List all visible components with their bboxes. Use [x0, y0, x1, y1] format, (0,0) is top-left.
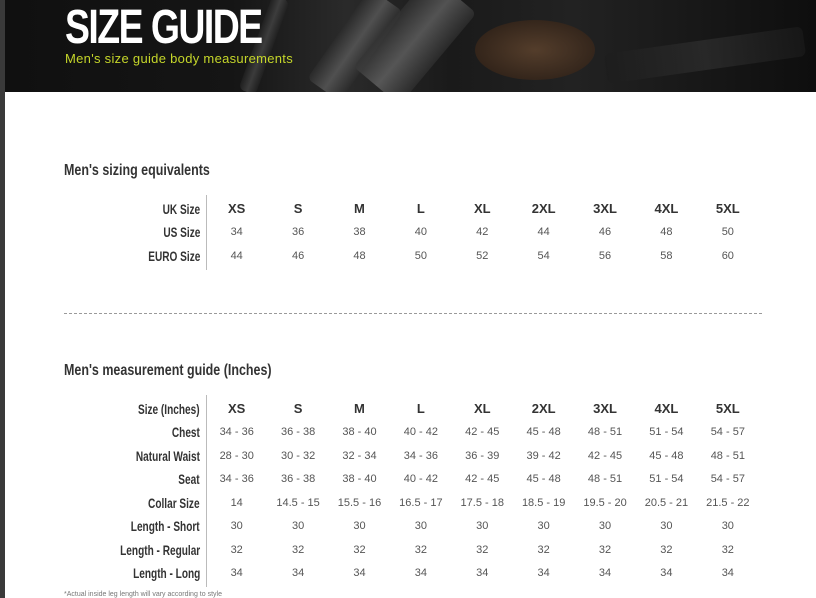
sizing-equivalents-table	[60, 197, 759, 268]
table-cell: 34	[230, 567, 243, 580]
size-header-cell: 4XL	[654, 401, 679, 417]
table-cell: 50	[414, 249, 427, 262]
table-cell: 42 - 45	[465, 426, 500, 439]
row-label	[60, 244, 206, 268]
table-cell: 32	[291, 543, 305, 556]
measurement-guide-table	[60, 397, 759, 585]
row-label	[60, 538, 206, 562]
table-cell: 38 - 40	[342, 426, 377, 439]
table-cell: 34	[721, 567, 734, 580]
size-header-cell: 5XL	[715, 201, 740, 217]
row-label	[60, 562, 206, 586]
row-label	[60, 491, 206, 515]
row-label-text: EURO Size	[147, 247, 200, 264]
table-cell: 40 - 42	[403, 473, 438, 486]
table-cell: 20.5 - 21	[644, 496, 689, 509]
table-cell: 50	[721, 226, 734, 239]
row-label	[60, 221, 206, 245]
header-banner	[5, 0, 816, 92]
table-cell: 32	[353, 543, 366, 556]
table-cell: 45 - 48	[649, 449, 684, 462]
row-label-text: Chest	[171, 424, 200, 441]
row-label-text: Length - Short	[131, 518, 200, 535]
row-label-text: US Size	[163, 224, 200, 241]
table-cell: 54	[537, 249, 550, 262]
row-label-text: UK Size	[162, 200, 200, 217]
table-cell: 30	[353, 520, 366, 533]
table-cell: 32	[230, 543, 243, 556]
page-subtitle: Men's size guide body measurements	[65, 51, 294, 66]
table-cell: 51 - 54	[649, 426, 684, 439]
table-cell: 36	[291, 226, 305, 239]
table-cell: 42	[476, 226, 489, 239]
row-label-text: Collar Size	[148, 494, 200, 511]
table-divider-line	[206, 195, 207, 270]
table-cell: 34	[414, 567, 427, 580]
table-row	[60, 421, 759, 445]
table-cell: 48 - 51	[587, 473, 623, 486]
table-cell: 45 - 48	[526, 473, 561, 486]
measurements-title: Men's measurement guide (Inches)	[64, 362, 272, 379]
banner-decoration	[475, 20, 595, 80]
size-header-cell: S	[293, 401, 303, 417]
table-row	[60, 538, 759, 562]
table-cell: 48 - 51	[710, 449, 745, 462]
table-cell: 16.5 - 17	[399, 496, 443, 509]
table-cell: 30	[721, 520, 734, 533]
table-cell: 32	[598, 543, 612, 556]
table-row	[60, 515, 759, 539]
row-label-text: Length - Regular	[119, 541, 200, 558]
row-label	[60, 397, 206, 421]
table-cell: 19.5 - 20	[583, 496, 627, 509]
table-cell: 30	[476, 520, 489, 533]
row-label	[60, 444, 206, 468]
banner-decoration	[604, 26, 806, 84]
table-cell: 34 - 36	[403, 449, 438, 462]
table-cell: 30	[291, 520, 305, 533]
row-label	[60, 515, 206, 539]
table-cell: 34	[476, 567, 489, 580]
size-header-cell: 2XL	[531, 401, 556, 417]
table-cell: 54 - 57	[710, 473, 745, 486]
table-cell: 40	[414, 226, 427, 239]
size-header-cell: XS	[228, 201, 246, 217]
size-header-cell: 3XL	[593, 401, 617, 417]
table-cell: 34 - 36	[219, 473, 254, 486]
table-cell: 56	[598, 249, 612, 262]
table-cell: 48	[660, 226, 673, 239]
size-header-cell: 5XL	[715, 401, 740, 417]
table-row	[60, 468, 759, 492]
size-header-cell: 2XL	[531, 201, 556, 217]
row-label-text: Size (Inches)	[138, 400, 200, 417]
page-title: SIZE GUIDE	[65, 1, 262, 54]
table-cell: 60	[721, 249, 734, 262]
table-cell: 38 - 40	[342, 473, 377, 486]
table-divider-line	[206, 395, 207, 587]
table-cell: 32	[660, 543, 673, 556]
table-cell: 44	[537, 226, 550, 239]
table-cell: 14	[230, 496, 243, 509]
table-cell: 17.5 - 18	[460, 496, 504, 509]
table-cell: 18.5 - 19	[521, 496, 566, 509]
table-cell: 46	[291, 249, 305, 262]
size-header-cell: M	[354, 201, 365, 217]
table-cell: 34	[537, 567, 550, 580]
table-cell: 34	[291, 567, 305, 580]
table-cell: 36 - 38	[280, 426, 316, 439]
table-cell: 32	[537, 543, 550, 556]
size-header-cell: 3XL	[593, 201, 617, 217]
row-label	[60, 421, 206, 445]
table-cell: 32	[414, 543, 427, 556]
table-cell: 34	[660, 567, 673, 580]
row-label	[60, 197, 206, 221]
table-cell: 36 - 38	[280, 473, 316, 486]
table-cell: 44	[230, 249, 243, 262]
size-header-cell: L	[416, 401, 425, 417]
table-cell: 30	[230, 520, 243, 533]
table-cell: 34	[230, 226, 243, 239]
table-cell: 28 - 30	[219, 449, 254, 462]
table-cell: 34 - 36	[219, 426, 254, 439]
equivalents-title: Men's sizing equivalents	[64, 162, 210, 179]
table-cell: 39 - 42	[526, 449, 561, 462]
size-header-cell: M	[354, 401, 365, 417]
row-label-text: Length - Long	[132, 565, 200, 582]
size-header-cell: XL	[473, 201, 491, 217]
table-cell: 30	[660, 520, 673, 533]
table-cell: 52	[476, 249, 489, 262]
row-label-text: Seat	[178, 471, 200, 488]
table-cell: 40 - 42	[403, 426, 438, 439]
table-header-row	[60, 397, 759, 421]
table-row	[60, 244, 759, 268]
table-cell: 42 - 45	[465, 473, 500, 486]
table-cell: 15.5 - 16	[337, 496, 382, 509]
table-cell: 51 - 54	[649, 473, 684, 486]
section-divider	[64, 313, 762, 314]
table-cell: 48	[353, 249, 366, 262]
size-header-cell: 4XL	[654, 201, 679, 217]
size-header-cell: S	[293, 201, 303, 217]
table-row	[60, 562, 759, 586]
table-header-row	[60, 197, 759, 221]
table-row	[60, 221, 759, 245]
table-cell: 30	[598, 520, 612, 533]
table-cell: 32 - 34	[342, 449, 377, 462]
table-cell: 34	[598, 567, 612, 580]
table-cell: 46	[598, 226, 612, 239]
footnote: *Actual inside leg length will vary according to style	[64, 591, 222, 598]
table-cell: 32	[476, 543, 489, 556]
table-cell: 30 - 32	[280, 449, 316, 462]
table-cell: 45 - 48	[526, 426, 561, 439]
size-header-cell: L	[416, 201, 425, 217]
table-cell: 14.5 - 15	[276, 496, 320, 509]
table-cell: 58	[660, 249, 673, 262]
table-cell: 48 - 51	[587, 426, 623, 439]
size-header-cell: XL	[473, 401, 491, 417]
table-cell: 32	[721, 543, 734, 556]
size-header-cell: XS	[228, 401, 246, 417]
row-label	[60, 468, 206, 492]
table-cell: 42 - 45	[587, 449, 623, 462]
table-cell: 30	[414, 520, 427, 533]
table-cell: 54 - 57	[710, 426, 745, 439]
table-cell: 38	[353, 226, 366, 239]
table-cell: 30	[537, 520, 550, 533]
table-cell: 34	[353, 567, 366, 580]
row-label-text: Natural Waist	[135, 447, 200, 464]
table-cell: 21.5 - 22	[706, 496, 750, 509]
table-row	[60, 444, 759, 468]
table-cell: 36 - 39	[465, 449, 500, 462]
table-row	[60, 491, 759, 515]
